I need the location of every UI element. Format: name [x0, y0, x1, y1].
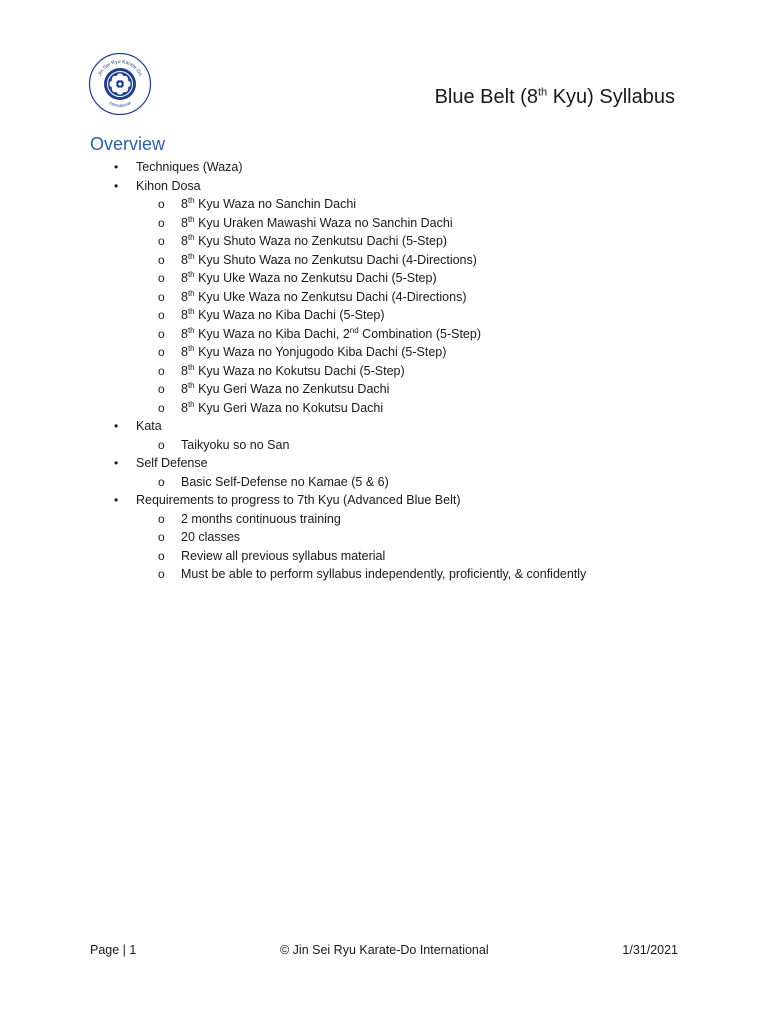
sub-list-item	[0, 362, 768, 381]
sub-list-item	[0, 214, 768, 233]
page-title: Blue Belt (8th Kyu) Syllabus	[434, 86, 675, 108]
list-item-text: 8th Kyu Geri Waza no Kokutsu Dachi	[181, 399, 384, 415]
list-item	[0, 491, 768, 510]
list-item-text: 8th Kyu Geri Waza no Zenkutsu Dachi	[181, 380, 390, 396]
sub-list-item	[0, 232, 768, 251]
bullet-icon: •	[114, 178, 119, 193]
overview-list	[0, 158, 768, 584]
hollow-bullet-icon: o	[158, 234, 165, 248]
list-item-text: Taikyoku so no San	[181, 437, 290, 452]
list-item-text: 8th Kyu Waza no Sanchin Dachi	[181, 195, 357, 211]
logo-top-text: Jin Sei Ryu Karate-Do	[96, 58, 144, 78]
hollow-bullet-icon: o	[158, 530, 165, 544]
sub-list-item	[0, 343, 768, 362]
footer-copyright: © Jin Sei Ryu Karate-Do International	[280, 943, 489, 957]
list-item	[0, 177, 768, 196]
list-item-text: 8th Kyu Waza no Kokutsu Dachi (5-Step)	[181, 362, 405, 378]
list-item-text: 8th Kyu Uke Waza no Zenkutsu Dachi (5-Step)	[181, 269, 437, 285]
list-item-text: 8th Kyu Shuto Waza no Zenkutsu Dachi (4-Directions)	[181, 251, 477, 267]
hollow-bullet-icon: o	[158, 548, 165, 563]
list-item-text: Kihon Dosa	[136, 178, 201, 193]
sub-list-item	[0, 251, 768, 270]
hollow-bullet-icon: o	[158, 437, 165, 452]
sub-list-item	[0, 306, 768, 325]
hollow-bullet-icon: o	[158, 382, 165, 396]
hollow-bullet-icon: o	[158, 308, 165, 322]
list-item-text: 2 months continuous training	[181, 511, 341, 526]
hollow-bullet-icon: o	[158, 474, 165, 489]
hollow-bullet-icon: o	[158, 567, 165, 581]
bullet-icon: •	[114, 160, 119, 174]
hollow-bullet-icon: o	[158, 345, 165, 359]
hollow-bullet-icon: o	[158, 197, 165, 211]
hollow-bullet-icon: o	[158, 252, 165, 267]
list-item	[0, 158, 768, 177]
hollow-bullet-icon: o	[158, 326, 165, 341]
list-item-text: Basic Self-Defense no Kamae (5 & 6)	[181, 474, 389, 489]
page-footer	[0, 943, 768, 961]
sub-list-item	[0, 473, 768, 492]
list-item	[0, 417, 768, 436]
footer-date: 1/31/2021	[622, 943, 678, 957]
list-item-text: 8th Kyu Waza no Yonjugodo Kiba Dachi (5-Step)	[181, 343, 447, 359]
sub-list-item	[0, 269, 768, 288]
list-item-text: Must be able to perform syllabus independently, proficiently, & confidently	[181, 567, 587, 581]
list-item-text: Kata	[136, 419, 162, 433]
list-item-text: Review all previous syllabus material	[181, 548, 386, 563]
section-heading: Overview	[90, 134, 166, 154]
hollow-bullet-icon: o	[158, 215, 165, 230]
list-item-text: 8th Kyu Shuto Waza no Zenkutsu Dachi (5-Step)	[181, 232, 448, 248]
list-item-text: Self Defense	[136, 456, 208, 470]
hollow-bullet-icon: o	[158, 363, 165, 378]
crest-icon	[88, 52, 152, 116]
list-item	[0, 454, 768, 473]
hollow-bullet-icon: o	[158, 271, 165, 285]
list-item-text: 8th Kyu Waza no Kiba Dachi (5-Step)	[181, 306, 385, 322]
hollow-bullet-icon: o	[158, 289, 165, 304]
sub-list-item	[0, 565, 768, 584]
list-item-text: 20 classes	[181, 530, 241, 544]
sub-list-item	[0, 399, 768, 418]
list-item-text: 8th Kyu Uke Waza no Zenkutsu Dachi (4-Directions)	[181, 288, 467, 304]
bullet-icon: •	[114, 493, 119, 507]
sub-list-item	[0, 325, 768, 344]
list-item-text: 8th Kyu Waza no Kiba Dachi, 2nd Combination (5-Step)	[181, 325, 481, 341]
hollow-bullet-icon: o	[158, 400, 165, 415]
logo-bottom-text: International	[108, 100, 132, 109]
bullet-icon: •	[114, 419, 119, 433]
sub-list-item	[0, 547, 768, 566]
sub-list-item	[0, 288, 768, 307]
hollow-bullet-icon: o	[158, 511, 165, 526]
sub-list-item	[0, 380, 768, 399]
sub-list-item	[0, 436, 768, 455]
sub-list-item	[0, 510, 768, 529]
organization-logo	[88, 52, 152, 116]
sub-list-item	[0, 528, 768, 547]
list-item-text: 8th Kyu Uraken Mawashi Waza no Sanchin Dachi	[181, 214, 453, 230]
list-item-text: Requirements to progress to 7th Kyu (Advanced Blue Belt)	[136, 493, 461, 507]
bullet-icon: •	[114, 456, 119, 470]
sub-list-item	[0, 195, 768, 214]
footer-page-number: Page | 1	[90, 943, 137, 957]
list-item-text: Techniques (Waza)	[136, 160, 243, 174]
